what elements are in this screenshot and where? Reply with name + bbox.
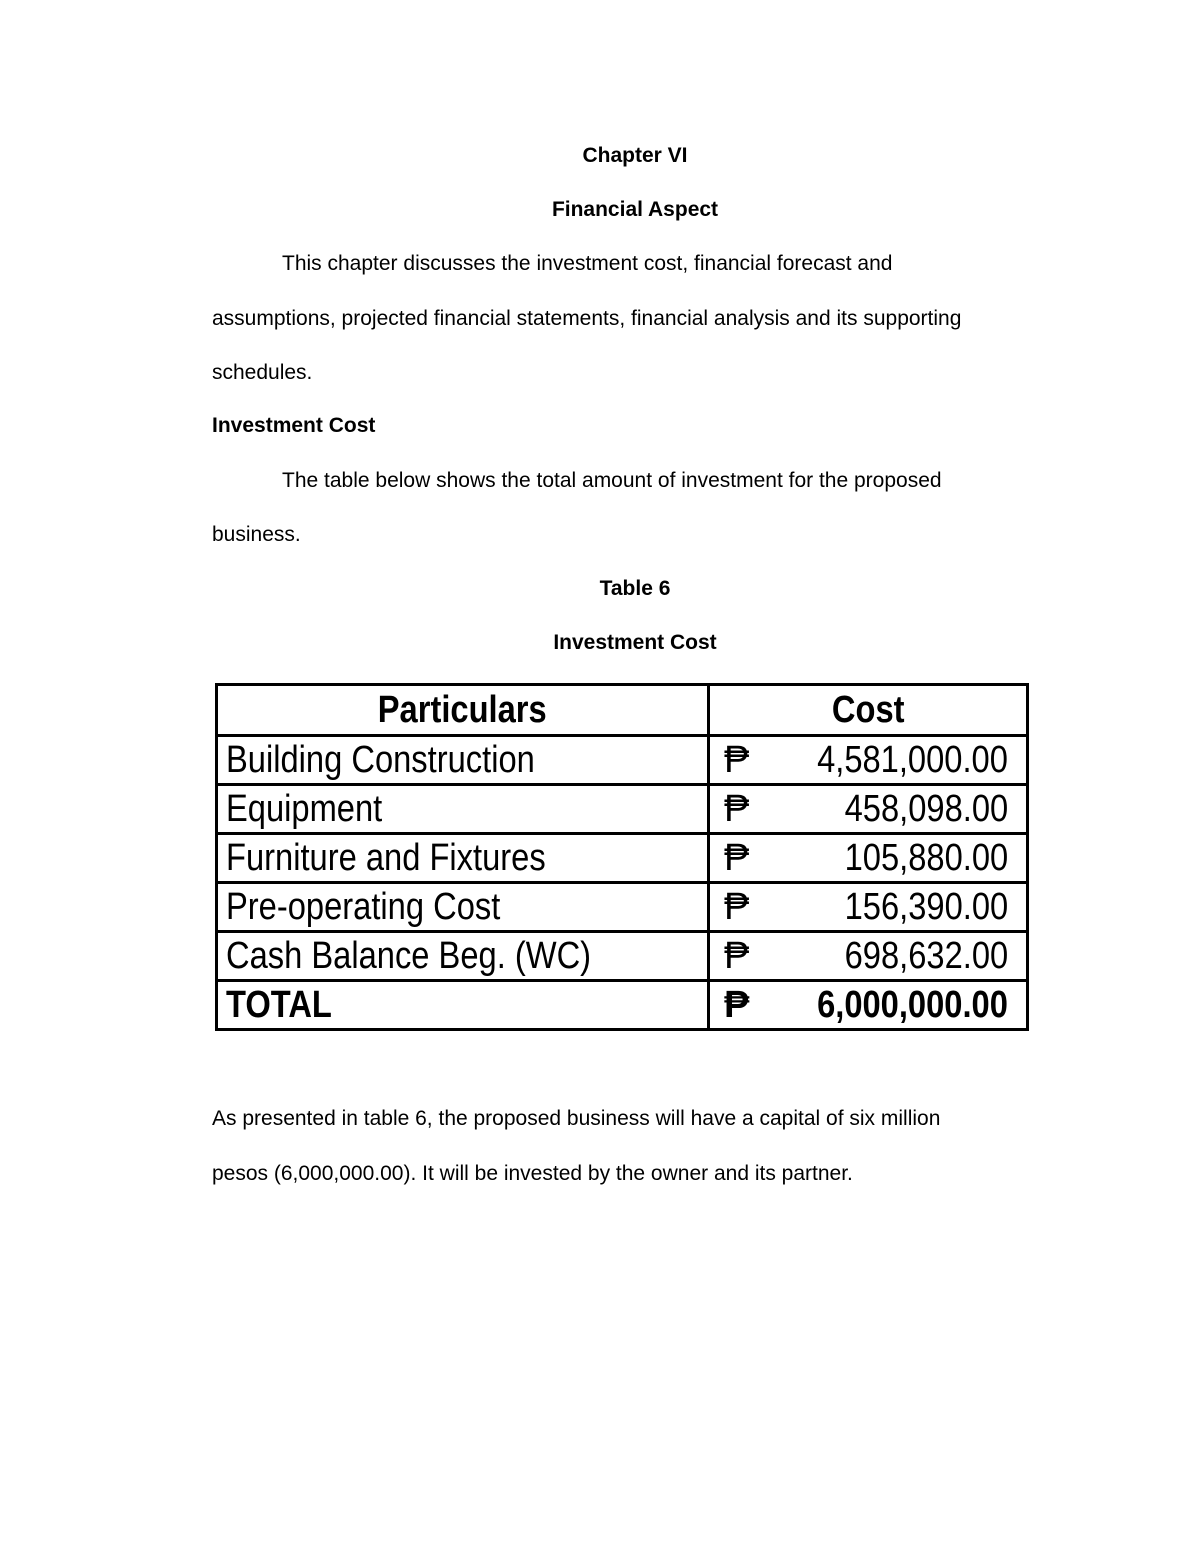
cost-amount: 458,098.00 (844, 788, 1008, 830)
table-row (217, 932, 1028, 981)
particular-cell: Equipment (217, 785, 709, 834)
particular-cell: Pre-operating Cost (217, 883, 709, 932)
cost-cell (709, 932, 1028, 981)
total-label-cell: TOTAL (217, 981, 709, 1030)
table-caption: Investment Cost (553, 631, 717, 654)
investment-cost-table (215, 683, 1029, 1031)
particular-cell: Building Construction (217, 736, 709, 785)
table-header-row (217, 685, 1028, 736)
section-title: Financial Aspect (551, 198, 719, 221)
peso-symbol: ₱ (724, 837, 750, 879)
total-cost-cell (709, 981, 1028, 1030)
cost-cell (709, 883, 1028, 932)
cost-amount: 105,880.00 (844, 837, 1008, 879)
cost-cell (709, 736, 1028, 785)
peso-symbol: ₱ (724, 935, 750, 977)
conclusion-line-1: As presented in table 6, the proposed business will have a capital of six million (212, 1107, 941, 1130)
intro-paragraph-line-2: assumptions, projected financial statements, financial analysis and its supporting (212, 307, 962, 330)
table-number: Table 6 (599, 577, 671, 600)
table-row (217, 736, 1028, 785)
table-row (217, 883, 1028, 932)
peso-symbol: ₱ (724, 984, 750, 1026)
particular-cell: Cash Balance Beg. (WC) (217, 932, 709, 981)
cost-amount: 156,390.00 (844, 886, 1008, 928)
peso-symbol: ₱ (724, 739, 750, 781)
chapter-title: Chapter VI (582, 144, 688, 167)
peso-symbol: ₱ (724, 886, 750, 928)
cost-cell (709, 834, 1028, 883)
particular-cell: Furniture and Fixtures (217, 834, 709, 883)
total-cost-amount: 6,000,000.00 (817, 984, 1008, 1026)
header-particulars: Particulars (217, 685, 709, 736)
table-row (217, 834, 1028, 883)
header-cost: Cost (709, 685, 1028, 736)
cost-amount: 698,632.00 (844, 935, 1008, 977)
subheading-investment-cost: Investment Cost (212, 414, 376, 437)
intro-paragraph-line-3: schedules. (212, 361, 313, 384)
table-intro-line-1: The table below shows the total amount of investment for the proposed (282, 469, 942, 492)
peso-symbol: ₱ (724, 788, 750, 830)
table-row (217, 785, 1028, 834)
table-intro-line-2: business. (212, 523, 301, 546)
intro-paragraph-line-1: This chapter discusses the investment cost, financial forecast and (282, 252, 893, 275)
cost-amount: 4,581,000.00 (817, 739, 1008, 781)
cost-cell (709, 785, 1028, 834)
conclusion-line-2: pesos (6,000,000.00). It will be invested by the owner and its partner. (212, 1162, 853, 1185)
table-total-row (217, 981, 1028, 1030)
